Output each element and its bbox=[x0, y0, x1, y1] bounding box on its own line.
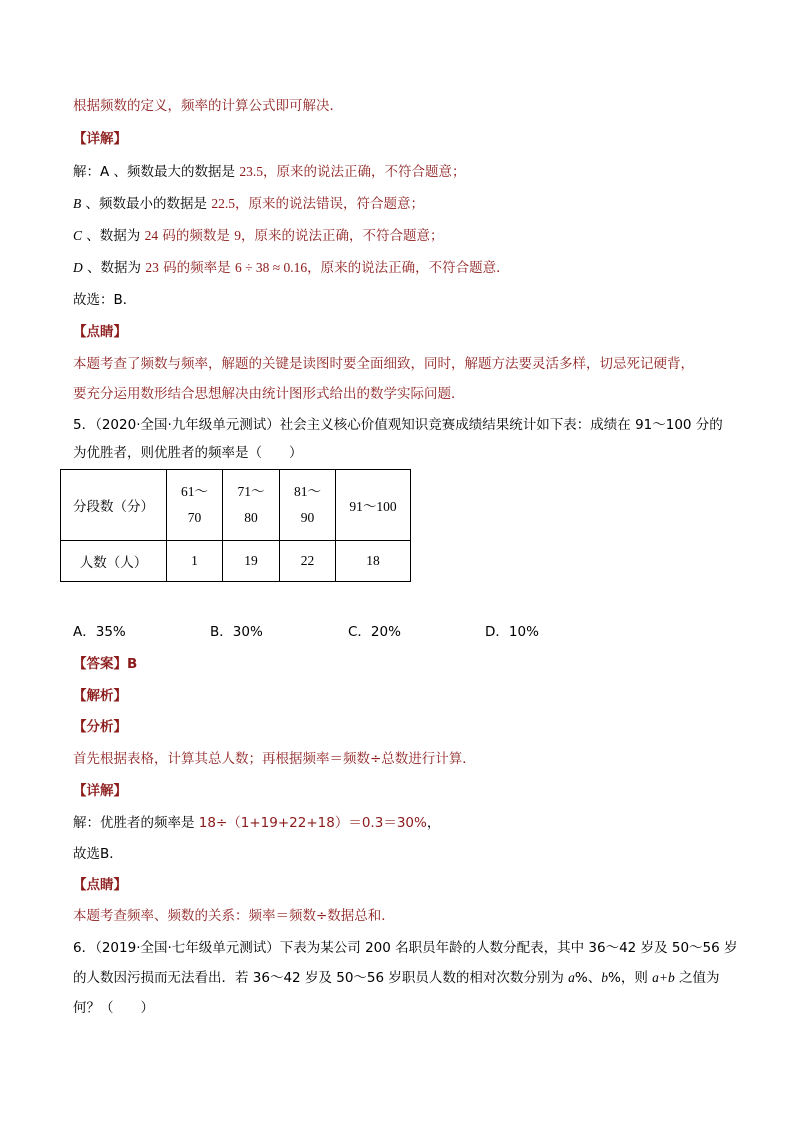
table-cell: 1 bbox=[167, 541, 223, 582]
solution-line-c: C 、数据为 24 码的频数是 9，原来的说法正确，不符合题意； bbox=[73, 228, 444, 244]
answer-line: 【答案】B bbox=[73, 656, 138, 672]
detail-heading-1: 【详解】 bbox=[73, 131, 127, 147]
analysis-heading: 【解析】 bbox=[73, 688, 127, 704]
question-5-line-1: 5．（2020·全国·九年级单元测试）社会主义核心价值观知识竞赛成绩结果统计如下表：成绩在 91～100 分的 bbox=[73, 417, 723, 433]
table-cell: 22 bbox=[280, 541, 336, 582]
table-header-cell: 71～ 80 bbox=[223, 470, 280, 541]
analysis-line bbox=[73, 96, 343, 116]
point-heading-2: 【点睛】 bbox=[73, 877, 127, 893]
question-5-line-2: 为优胜者，则优胜者的频率是（ ） bbox=[73, 445, 303, 461]
choice-line-2: 故选B． bbox=[73, 846, 123, 862]
fenxi-text: 首先根据表格，计算其总人数；再根据频率＝频数÷总数进行计算． bbox=[73, 751, 476, 767]
fenxi-heading: 【分析】 bbox=[73, 719, 127, 735]
point-heading-1: 【点睛】 bbox=[73, 324, 127, 340]
analysis-text: 根据频数的定义，频率的计算公式即可解决． bbox=[73, 98, 343, 114]
table-row-label: 人数（人） bbox=[61, 541, 167, 582]
table-cell: 19 bbox=[223, 541, 280, 582]
table-row bbox=[61, 470, 411, 541]
table-header-cell: 91～100 bbox=[336, 470, 411, 541]
table-row bbox=[61, 541, 411, 582]
choice-line-1: 故选：B． bbox=[73, 292, 137, 308]
point-text-1: 本题考查了频数与频率，解题的关键是读图时要全面细致，同时，解题方法要灵活多样，切忌死记硬背， bbox=[73, 356, 694, 372]
option-a: A．35% bbox=[73, 624, 126, 640]
option-c: C．20% bbox=[348, 624, 401, 640]
question-6-line-2: 的人数因污损而无法看出．若 36～42 岁及 50～56 岁职员人数的相对次数分别为 a%、b%，则 a+b 之值为 bbox=[73, 970, 720, 986]
detail-heading-2: 【详解】 bbox=[73, 783, 127, 799]
table-header-cell: 61～ 70 bbox=[167, 470, 223, 541]
question-6-line-1: 6．（2019·全国·七年级单元测试）下表为某公司 200 名职员年龄的人数分配表，其中 36～42 岁及 50～56 岁 bbox=[73, 940, 738, 956]
point-text-2: 要充分运用数形结合思想解决由统计图形式给出的数学实际问题． bbox=[73, 386, 465, 402]
question-6-line-3: 何？（ ） bbox=[73, 1000, 154, 1016]
solution-line-a: 解：A 、频数最大的数据是 23.5，原来的说法正确，不符合题意； bbox=[73, 164, 466, 180]
option-b: B．30% bbox=[210, 624, 263, 640]
option-d: D．10% bbox=[485, 624, 539, 640]
solution-line-d: D 、数据为 23 码的频率是 6 ÷ 38 ≈ 0.16，原来的说法正确，不符合题意． bbox=[73, 260, 510, 276]
score-table bbox=[60, 469, 411, 582]
table-cell: 18 bbox=[336, 541, 411, 582]
solution-line-2: 解：优胜者的频率是 18÷（1+19+22+18）＝0.3＝30%， bbox=[73, 815, 441, 831]
point-text-3: 本题考查频率、频数的关系：频率＝频数÷数据总和． bbox=[73, 908, 395, 924]
solution-line-b: B 、频数最小的数据是 22.5，原来的说法错误，符合题意； bbox=[73, 196, 424, 212]
table-header-label: 分段数（分） bbox=[61, 470, 167, 541]
table-header-cell: 81～ 90 bbox=[280, 470, 336, 541]
